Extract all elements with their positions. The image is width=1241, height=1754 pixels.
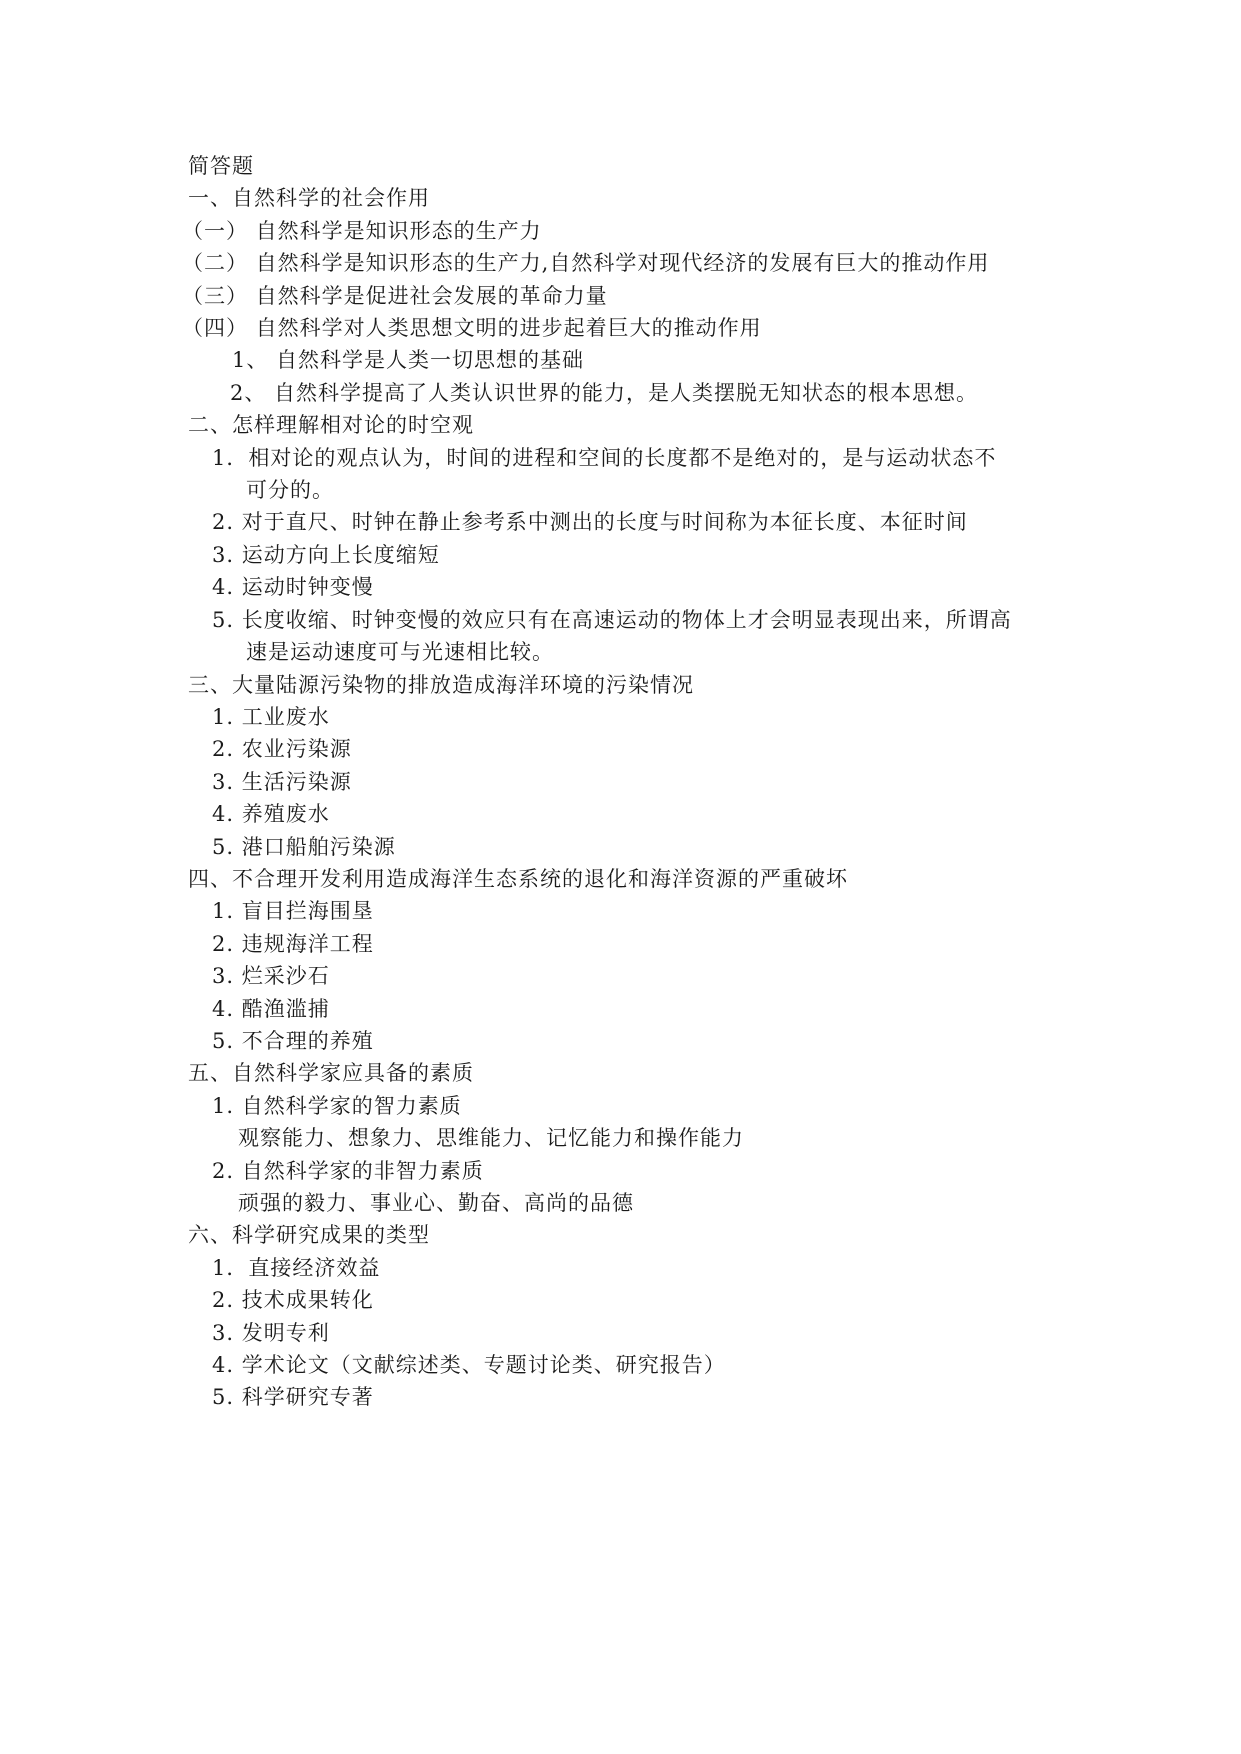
section-4-item-1: 1. 盲目拦海围垦 (212, 899, 374, 924)
section-5-heading: 五、自然科学家应具备的素质 (188, 1061, 474, 1086)
section-1-sub-item-2: 2、 自然科学提高了人类认识世界的能力，是人类摆脱无知状态的根本思想。 (230, 380, 979, 405)
section-2-item-5-continuation: 速是运动速度可与光速相比较。 (246, 640, 554, 665)
document-title: 简答题 (188, 154, 254, 178)
section-5-item-1: 1. 自然科学家的智力素质 (212, 1093, 462, 1118)
section-6-item-4: 4. 学术论文（文献综述类、专题讨论类、研究报告） (212, 1353, 726, 1378)
section-4-item-4: 4. 酷渔滥捕 (212, 996, 330, 1021)
section-3-item-5: 5. 港口船舶污染源 (212, 834, 396, 859)
section-1-heading: 一、自然科学的社会作用 (188, 186, 430, 211)
section-2-heading: 二、怎样理解相对论的时空观 (188, 413, 474, 438)
section-6-item-3: 3. 发明专利 (212, 1320, 330, 1345)
section-3-item-1: 1. 工业废水 (212, 704, 330, 729)
section-5-item-2-detail: 顽强的毅力、事业心、勤奋、高尚的品德 (238, 1191, 634, 1215)
section-3-item-3: 3. 生活污染源 (212, 769, 352, 794)
section-4-item-3: 3. 烂采沙石 (212, 964, 330, 989)
section-5-item-2: 2. 自然科学家的非智力素质 (212, 1158, 484, 1183)
section-2-item-5: 5. 长度收缩、时钟变慢的效应只有在高速运动的物体上才会明显表现出来，所谓高 (212, 607, 1012, 632)
section-4-heading: 四、不合理开发利用造成海洋生态系统的退化和海洋资源的严重破坏 (188, 866, 848, 891)
section-1-item-1: （一） 自然科学是知识形态的生产力 (182, 218, 542, 243)
document-page (182, 150, 1068, 1414)
section-4-item-5: 5. 不合理的养殖 (212, 1028, 374, 1053)
section-3-item-4: 4. 养殖废水 (212, 802, 330, 827)
section-2-item-1: 1．相对论的观点认为，时间的进程和空间的长度都不是绝对的，是与运动状态不 (212, 445, 997, 470)
section-4-item-2: 2. 违规海洋工程 (212, 931, 374, 956)
section-6-item-5: 5. 科学研究专著 (212, 1385, 374, 1410)
section-2-item-4: 4. 运动时钟变慢 (212, 575, 374, 600)
section-6-heading: 六、科学研究成果的类型 (188, 1223, 430, 1248)
section-6-item-1: 1．直接经济效益 (212, 1255, 381, 1280)
section-2-item-1-continuation: 可分的。 (246, 478, 334, 503)
section-2-item-3: 3. 运动方向上长度缩短 (212, 542, 440, 567)
section-5-item-1-detail: 观察能力、想象力、思维能力、记忆能力和操作能力 (238, 1126, 744, 1151)
section-1-item-3: （三） 自然科学是促进社会发展的革命力量 (182, 283, 608, 308)
section-3-item-2: 2. 农业污染源 (212, 737, 352, 762)
section-2-item-2: 2. 对于直尺、时钟在静止参考系中测出的长度与时间称为本征长度、本征时间 (212, 510, 968, 535)
section-1-item-2: （二） 自然科学是知识形态的生产力,自然科学对现代经济的发展有巨大的推动作用 (182, 251, 990, 276)
section-1-sub-item-1: 1、 自然科学是人类一切思想的基础 (232, 348, 585, 373)
section-1-item-4: （四） 自然科学对人类思想文明的进步起着巨大的推动作用 (182, 316, 762, 341)
section-3-heading: 三、大量陆源污染物的排放造成海洋环境的污染情况 (188, 672, 694, 697)
section-6-item-2: 2. 技术成果转化 (212, 1288, 374, 1313)
